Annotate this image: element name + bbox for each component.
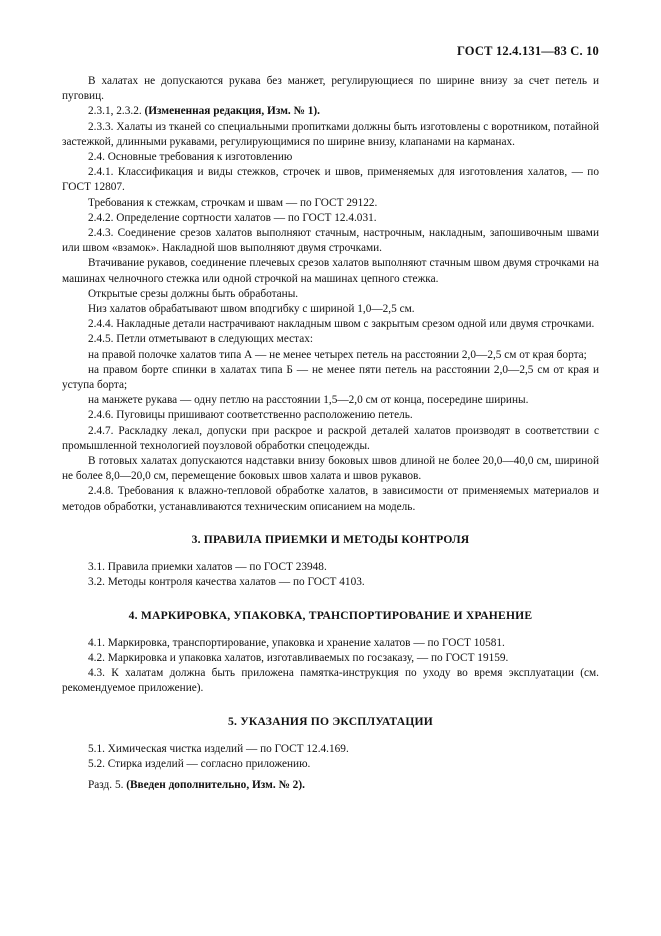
section-5-items (62, 742, 599, 772)
paragraph: на манжете рукава — одну петлю на расстоянии 1,5—2,0 см от конца, посередине ширины. (88, 394, 529, 407)
paragraph: 2.4.8. Требования к влажно-тепловой обработке халатов, в зависимости от применяемых материалов и методов обработки, устанавливаются техническим описанием на модель. (62, 485, 599, 513)
clause-2-continuation (62, 74, 599, 515)
section-4-items (62, 636, 599, 697)
amendment-note (62, 778, 599, 793)
paragraph: на правой полочке халатов типа А — не менее четырех петель на расстоянии 2,0—2,5 см от края борта; (88, 348, 587, 361)
section-3-title: 3. ПРАВИЛА ПРИЕМКИ И МЕТОДЫ КОНТРОЛЯ (191, 532, 470, 546)
paragraph: 5.2. Стирка изделий — согласно приложению. (88, 757, 311, 770)
page-header: ГОСТ 12.4.131—83 С. 10 (456, 44, 599, 58)
paragraph: 2.4.5. Петли отметывают в следующих местах: (88, 333, 314, 346)
paragraph: на правом борте спинки в халатах типа Б — не менее пяти петель на расстоянии 2,0—2,5 см от края и уступа борта; (62, 363, 599, 392)
paragraph: В готовых халатах допускаются надставки внизу боковых швов длиной не более 20,0—40,0 см, шириной не более 8,0—20,0 см, перемещение боковых швов халата и швов рукавов. (62, 455, 599, 483)
paragraph-label: 2.3.1, 2.3.2. (88, 105, 145, 118)
section-4-title: 4. МАРКИРОВКА, УПАКОВКА, ТРАНСПОРТИРОВАНИЕ И ХРАНЕНИЕ (128, 608, 533, 622)
paragraph: 2.3.3. Халаты из тканей со специальными пропитками должны быть изготовлены с воротником, потайной застежкой, длинными рукавами, регулирующимися по ширине внизу, клапанами на карманах. (62, 120, 599, 148)
amendment-note-label: Разд. 5. (88, 779, 127, 792)
paragraph: Открытые срезы должны быть обработаны. (88, 287, 299, 300)
paragraph: 2.4.3. Соединение срезов халатов выполняют стачным, настрочным, накладным, запошивочным швами или швом «взамок». Накладной шов выполняют двумя строчками. (62, 227, 599, 255)
paragraph: В халатах не допускаются рукава без манжет, регулирующиеся по ширине внизу за счет петель и пуговиц. (62, 75, 599, 103)
paragraph: 4.2. Маркировка и упаковка халатов, изготавливаемых по госзаказу, — по ГОСТ 19159. (88, 651, 509, 664)
paragraph: Втачивание рукавов, соединение плечевых срезов халатов выполняют стачным швом двумя строчками на машинах челночного стежка или одной строчкой на машинах цепного стежка. (62, 257, 599, 285)
paragraph (62, 104, 599, 119)
section-5-title: 5. УКАЗАНИЯ ПО ЭКСПЛУАТАЦИИ (228, 714, 433, 728)
amendment-note-text: (Введен дополнительно, Изм. № 2). (126, 779, 305, 792)
paragraph: Низ халатов обрабатывают швом вподгибку с шириной 1,0—2,5 см. (88, 303, 415, 316)
paragraph: 2.4. Основные требования к изготовлению (88, 151, 293, 164)
paragraph: Требования к стежкам, строчкам и швам — по ГОСТ 29122. (88, 196, 378, 209)
section-3-items (62, 560, 599, 590)
paragraph: 4.1. Маркировка, транспортирование, упаковка и хранение халатов — по ГОСТ 10581. (88, 636, 505, 649)
paragraph: 2.4.7. Раскладку лекал, допуски при раскрое и раскрой деталей халатов производят в соответствии с промышленной технологией поузловой обработки спецодежды. (62, 424, 599, 452)
paragraph: 4.3. К халатам должна быть приложена памятка-инструкция по уходу во время эксплуатации (см. рекомендуемое приложение). (62, 667, 599, 695)
paragraph: 5.1. Химическая чистка изделий — по ГОСТ 12.4.169. (88, 742, 349, 755)
document-body (62, 74, 599, 793)
paragraph: 2.4.4. Накладные детали настрачивают накладным швом с закрытым срезом одной или двумя строчками. (88, 318, 595, 331)
paragraph: 3.1. Правила приемки халатов — по ГОСТ 23948. (88, 561, 327, 574)
paragraph: 3.2. Методы контроля качества халатов — по ГОСТ 4103. (88, 576, 365, 589)
amendment-text: (Измененная редакция, Изм. № 1). (144, 105, 320, 118)
paragraph: 2.4.2. Определение сортности халатов — по ГОСТ 12.4.031. (88, 211, 377, 224)
paragraph: 2.4.1. Классификация и виды стежков, строчек и швов, применяемых для изготовления халатов, — по ГОСТ 12807. (62, 166, 599, 194)
paragraph: 2.4.6. Пуговицы пришивают соответственно расположению петель. (88, 409, 413, 422)
